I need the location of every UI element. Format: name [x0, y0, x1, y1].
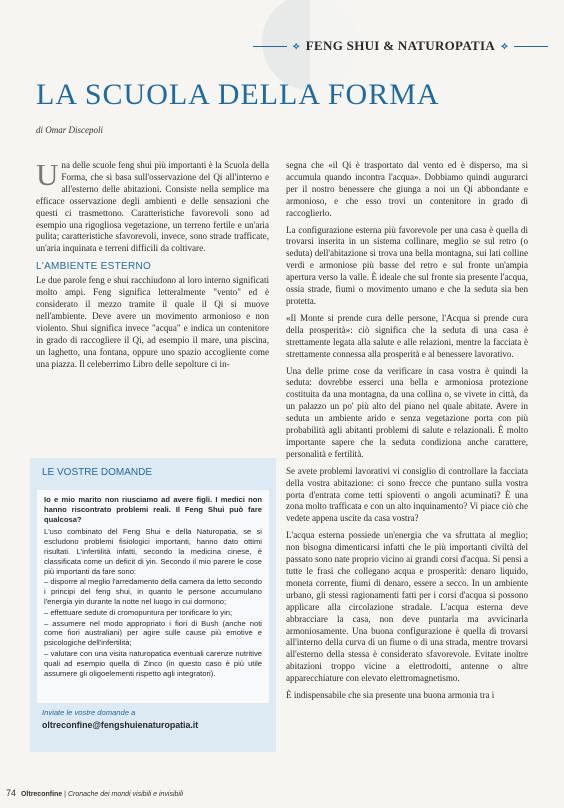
footer-separator: |	[64, 791, 66, 798]
left-column	[36, 157, 269, 375]
section-header-label: FENG SHUI & NATUROPATIA	[305, 38, 496, 53]
answer-bullet: – valutare con una visita naturopatica eventuali carenze nutritive quali ad esempio quella di Zinco (in questo caso è più utile assumere gli oligoelementi rispetto agli integratori).	[44, 648, 262, 678]
body-paragraph: Una delle prime cose da verificare in casa vostra è quindi la seduta: dovrebbe esserci una bella e armoniosa protezione costituita da una montagna, da una collina o, se vivete in città, da un palazzo un po' più alto del piano nel quale abitate. Avere in seduta un ambiente arido e senza vegetazione porta con più probabilità agli abitanti problemi di salute e relazionali. È molto importante sapere che la seduta condiziona anche carattere, personalità e fertilità.	[286, 365, 528, 459]
body-paragraph: segna che «il Qi è trasportato dal vento ed è disperso, ma si accumula quando incontra l'acqua». Dobbiamo quindi augurarci per il nostro benessere che giunga a noi un Qi abbondante e armonioso, e che esso trovi un contenitore in grado di raccoglierlo.	[286, 160, 528, 218]
intro-text: na delle scuole feng shui più importanti è la Scuola della Forma, che si basa sull'osservazione del Qi all'interno e all'esterno delle abitazioni. Consiste nella semplice ma efficace osservazione degli ambienti e delle sensazioni che questi ci trasmettono. Caratteristiche favorevoli sono ad esempio una rigogliosa vegetazione, un terreno fertile e un'aria pulita; caratteristiche sfavorevoli, invece, sono strade trafficate, un'aria inquinata e terreni difficili da coltivare.	[36, 160, 269, 254]
reader-question: Io e mio marito non riusciamo ad avere figli. I medici non hanno riscontrato problemi reali. Il Feng Shui può fare qualcosa?	[44, 495, 262, 524]
article-author: di Omar Discepoli	[36, 125, 103, 135]
body-paragraph: È indispensabile che sia presente una buona armonia tra i	[286, 690, 495, 701]
magazine-name: Oltreconfine	[20, 791, 63, 798]
contact-email-link[interactable]: oltreconfine@fengshuienaturopatia.it	[42, 720, 199, 730]
questions-box	[30, 458, 276, 752]
article-title: LA SCUOLA DELLA FORMA	[36, 78, 440, 111]
right-column	[286, 160, 528, 707]
answer-bullet: – assumere nel modo appropriato i fiori di Bush (anche noti come fiori australiani) per agire sulle cause più emotive e psicologiche dell'infertilità;	[44, 618, 262, 648]
drop-cap: U	[36, 157, 59, 192]
answer-bullet: – effettuare sedute di cromopuntura per tonificare lo yin;	[44, 607, 233, 617]
subheading: L'AMBIENTE ESTERNO	[36, 261, 152, 273]
questions-body	[37, 490, 269, 703]
body-paragraph: Le due parole feng e shui racchiudono al loro interno significati molto ampi. Feng significa letteralmente "vento" ed è considerato il mezzo tramite il quale il Qi si muove nell'ambiente. Deve avere un movimento armonioso e non violento. Shui significa invece "acqua" e indica un contenitore in grado di raccogliere il Qi, ad esempio il mare, una piscina, un laghetto, una fontana, oppure uno spazio accogliente come una piazza. Il celeberrimo Libro delle sepolture ci in-	[36, 275, 269, 369]
invite-text: Inviate le vostre domande a	[42, 708, 136, 717]
body-paragraph: La configurazione esterna più favorevole per una casa è quella di trovarsi inserita in un sistema collinare, meglio se sul retro (o seduta) dell'abitazione si trova una bella montagna, sui lati colline verdi e armoniose più basse del retro e sul fronte un'ampia apertura verso la valle. È ideale che sul fronte sia presente l'acqua, ossia strade, fiumi o movimento umano e che la seduta sia ben protetta.	[286, 224, 528, 306]
answer-bullet: – disporre al meglio l'arredamento della camera da letto secondo i principi del feng shui, in quanto le persone accumulano l'energia yin durante la notte nel luogo in cui dormono;	[44, 577, 262, 606]
ornament-icon: ⟡	[501, 40, 508, 52]
answer-intro: L'uso combinato del Feng Shui e della Naturopatia, se si escludono problemi fisiologici importanti, hanno dato ottimi risultati. L'infertilità infatti, secondo la medicina cinese, è classificata come un deficit di yin. Secondo il mio parere le cose più importanti da fare sono:	[44, 527, 262, 576]
body-paragraph: «Il Monte si prende cura delle persone, l'Acqua si prende cura della prosperità»: ciò significa che la seduta di una casa è strettamente legata alla salute e alle relazioni, mentre la facciata è strettamente connessa alla prosperità e al benessere lavorativo.	[286, 312, 528, 359]
section-header	[253, 38, 548, 54]
ornament-icon: ⟡	[292, 40, 300, 52]
intro-paragraph	[36, 157, 269, 255]
body-paragraph: Se avete problemi lavorativi vi consiglio di controllare la facciata della vostra abitazione: ci sono frecce che puntano sulla vostra porta d'entrata come tetti spioventi o angoli acuminati? È una zona molto trafficata e con un alto inquinamento? Vi piace ciò che vedete appena uscite da casa vostra?	[286, 465, 528, 524]
header-rule	[253, 46, 287, 47]
questions-title: LE VOSTRE DOMANDE	[42, 467, 153, 478]
page-number: 74	[6, 788, 17, 798]
header-rule	[514, 46, 548, 47]
page-footer	[6, 788, 183, 798]
magazine-tagline: Cronache dei mondi visibili e invisibili	[67, 791, 184, 798]
body-paragraph: L'acqua esterna possiede un'energia che va sfruttata al meglio; non bisogna dimenticarsi infatti che le più importanti civiltà del passato sono nate proprio vicino ai grandi corsi d'acqua. Si pensi a tutte le frasi che collegano acqua e prosperità: denaro liquido, moneta corrente, fiumi di denaro, essere a secco. In un ambiente urbano, gli stessi ragionamenti fatti per i corsi d'acqua si possono applicare alla circolazione stradale. L'acqua esterna deve abbracciare la casa, non deve puntarla ma avvicinarla armoniosamente. Una buona configurazione è quella di trovarsi all'interno della curva di un fiume o di una strada, mentre trovarsi all'esterno della stessa è considerato sfavorevole. Evitate inoltre abitazioni troppo vicine a elettrodotti, antenne o altre apparecchiature con elevato elettromagnetismo.	[286, 530, 528, 684]
